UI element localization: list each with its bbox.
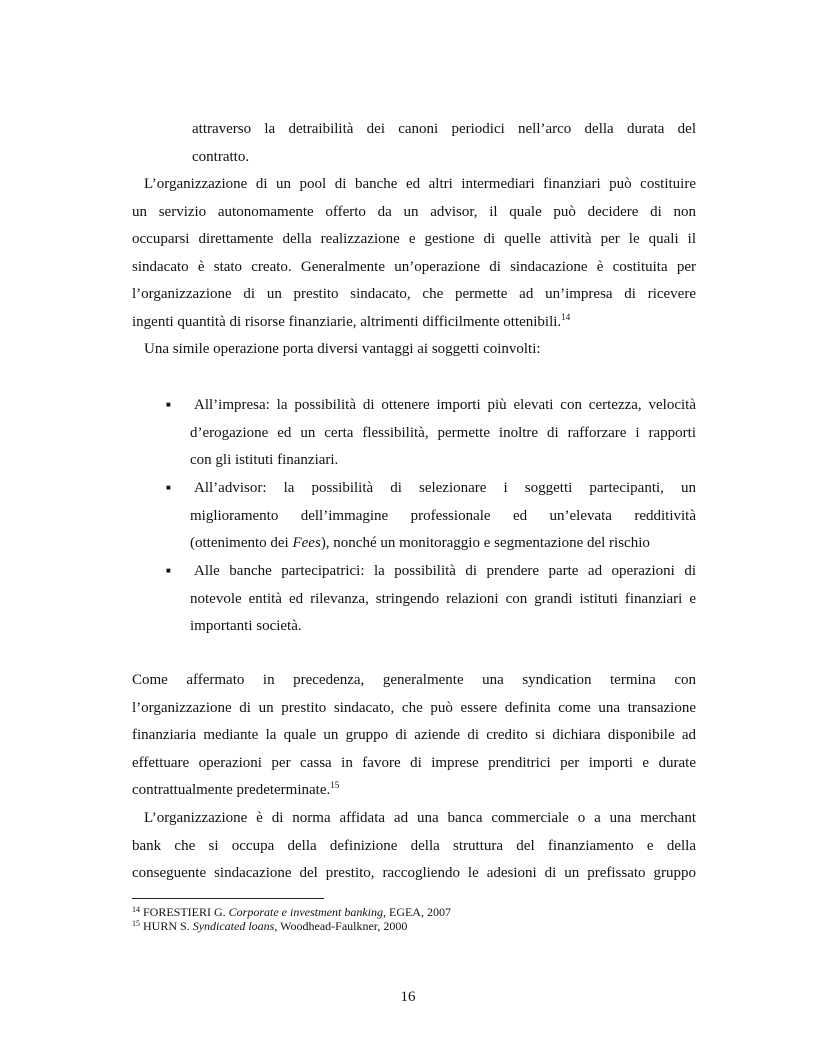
- footnote-14: [132, 906, 451, 919]
- text-line: Alle banche partecipatrici: la possibilità di prendere parte ad operazioni di: [194, 563, 696, 579]
- text-line: conseguente sindacazione del prestito, raccogliendo le adesioni di un prefissato gruppo: [132, 865, 696, 881]
- text-line: contratto.: [192, 148, 250, 165]
- text-line: miglioramento dell’immagine professionale ed un’elevata redditività: [190, 507, 696, 524]
- paragraph-pool-banche: [132, 171, 696, 364]
- footnote-15: [132, 920, 407, 933]
- page-number: 16: [400, 989, 416, 1005]
- footnote-divider: [132, 898, 324, 899]
- footnote-number: 14: [132, 905, 140, 914]
- text-line: bank che si occupa della definizione della struttura del finanziamento e della: [132, 837, 696, 854]
- footnote-number: 15: [132, 919, 140, 928]
- text-line: effettuare operazioni per cassa in favore di imprese prenditrici per importi e durate: [132, 754, 696, 771]
- bullet-icon: ■: [166, 566, 171, 575]
- text-line: Una simile operazione porta diversi vantaggi ai soggetti coinvolti:: [144, 341, 541, 357]
- text-line: con gli istituti finanziari.: [190, 452, 339, 468]
- text-line-fees: [132, 530, 696, 558]
- list-item-banche: [132, 558, 696, 641]
- paragraph-syndication: [132, 667, 696, 805]
- list-continuation: [132, 116, 696, 171]
- footnote-ref-15[interactable]: 15: [330, 780, 340, 790]
- text-line: l’organizzazione di un prestito sindacato, che permette ad un’impresa di ricevere: [132, 286, 696, 302]
- emphasis-fees: Fees: [292, 535, 321, 551]
- footnote-publisher: , Woodhead-Faulkner, 2000: [274, 919, 408, 933]
- text-line-with-ref: [132, 777, 696, 805]
- text-line: un servizio autonomamente offerto da un advisor, il quale può decidere di non: [132, 203, 696, 220]
- footnote-title: Syndicated loans: [192, 919, 275, 933]
- text-segment: (ottenimento dei: [190, 535, 293, 551]
- paragraph-organizzazione: [132, 805, 696, 888]
- text-line: All’advisor: la possibilità di selezionare i soggetti partecipanti, un: [194, 480, 696, 496]
- footnote-author: FORESTIERI G.: [143, 905, 229, 919]
- text-line: finanziaria mediante la quale un gruppo di aziende di credito si dichiara disponibile ad: [132, 727, 696, 743]
- footnote-publisher: , EGEA, 2007: [382, 905, 451, 919]
- text-line: Come affermato in precedenza, generalmente una syndication termina con: [132, 672, 696, 688]
- text-line: attraverso la detraibilità dei canoni periodici nell’arco della durata del: [192, 121, 696, 137]
- list-item-impresa: [132, 392, 696, 475]
- text-line: L’organizzazione di un pool di banche ed altri intermediari finanziari può costituire: [144, 176, 696, 192]
- text-line: ingenti quantità di risorse finanziarie, altrimenti difficilmente ottenibili.: [132, 313, 562, 330]
- text-line: L’organizzazione è di norma affidata ad una banca commerciale o a una merchant: [144, 810, 696, 826]
- footnote-ref-14[interactable]: 14: [561, 311, 571, 322]
- bullet-icon: ■: [166, 400, 171, 409]
- text-line: notevole entità ed rilevanza, stringendo relazioni con grandi istituti finanziari e: [190, 590, 696, 607]
- text-line: importanti società.: [190, 618, 302, 634]
- footnote-title: Corporate e investment banking: [228, 905, 383, 919]
- text-line: d’erogazione ed un certa flessibilità, permette inoltre di rafforzare i rapporti: [190, 424, 696, 441]
- list-item-advisor: [132, 475, 696, 558]
- text-line: occuparsi direttamente della realizzazione e gestione di quelle attività per le quali il: [132, 231, 696, 247]
- text-line-with-ref: [132, 309, 696, 337]
- text-line: All’impresa: la possibilità di ottenere importi più elevati con certezza, velocità: [194, 397, 696, 413]
- text-segment: ), nonché un monitoraggio e segmentazione del rischio: [320, 535, 650, 551]
- footnote-author: HURN S.: [143, 919, 193, 933]
- text-line: contrattualmente predeterminate.: [132, 782, 331, 798]
- text-line: l’organizzazione di un prestito sindacato, che può essere definita come una transazione: [132, 699, 696, 716]
- bullet-icon: ■: [166, 483, 171, 492]
- text-line: sindacato è stato creato. Generalmente un’operazione di sindacazione è costituita per: [132, 258, 696, 275]
